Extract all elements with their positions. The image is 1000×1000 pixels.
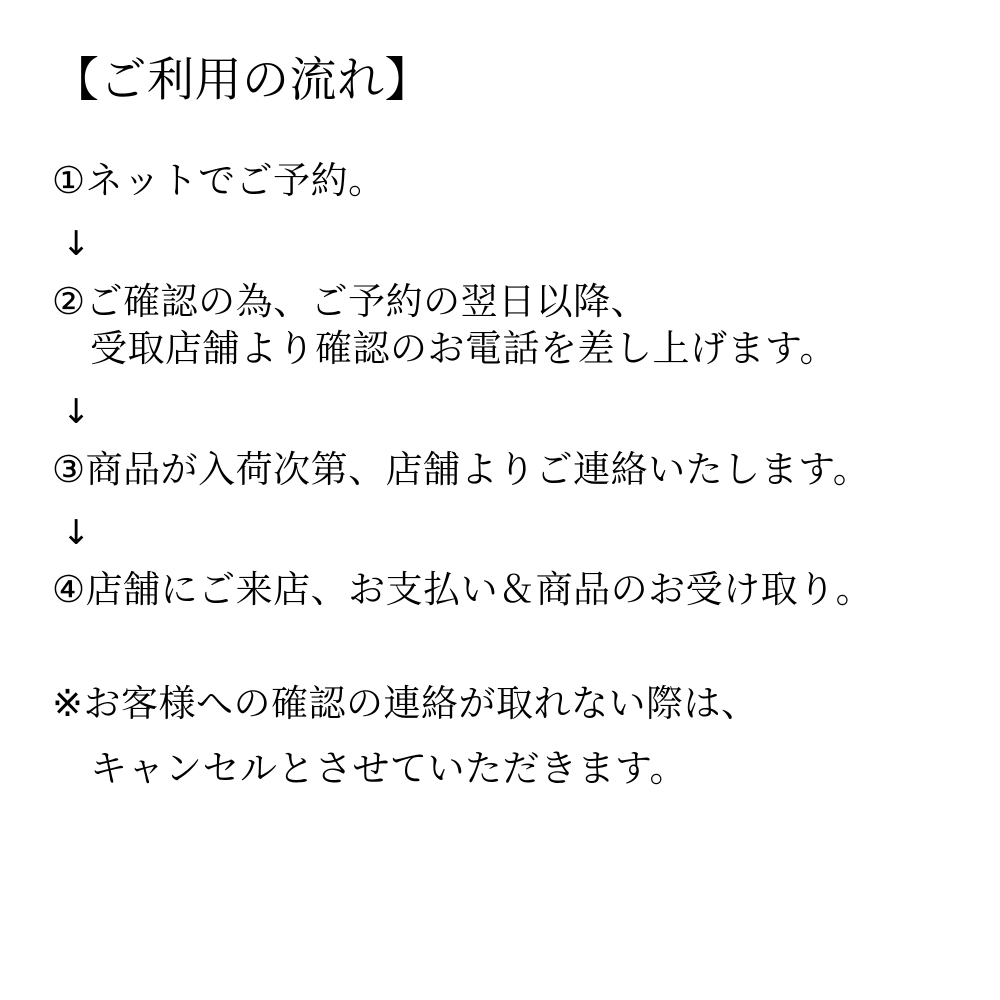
step-2: [52, 278, 960, 373]
cancellation-note: [52, 680, 960, 793]
note-line-2: キャンセルとさせていただきます。: [90, 747, 688, 791]
arrow-down-icon-1: ↓: [62, 224, 91, 265]
arrow-down-icon-3: ↓: [62, 512, 91, 553]
step-3-line-1: ③商品が入荷次第、店舗よりご連絡いたします。: [52, 447, 871, 491]
step-1-line-1: ①ネットでご予約。: [52, 158, 386, 202]
step-4-line-1: ④店舗にご来店、お支払い＆商品のお受け取り。: [52, 568, 874, 612]
page-title: 【ご利用の流れ】: [52, 53, 432, 108]
arrow-down-icon-2: ↓: [62, 392, 91, 433]
step-2-line-1: ②ご確認の為、ご予約の翌日以降、: [52, 279, 649, 323]
step-3: [52, 446, 960, 493]
step-2-line-2: 受取店舗より確認のお電話を差し上げます。: [90, 326, 838, 370]
note-line-1: ※お客様への確認の連絡が取れない際は、: [52, 681, 759, 725]
step-1: [52, 157, 960, 204]
step-4: [52, 566, 960, 613]
